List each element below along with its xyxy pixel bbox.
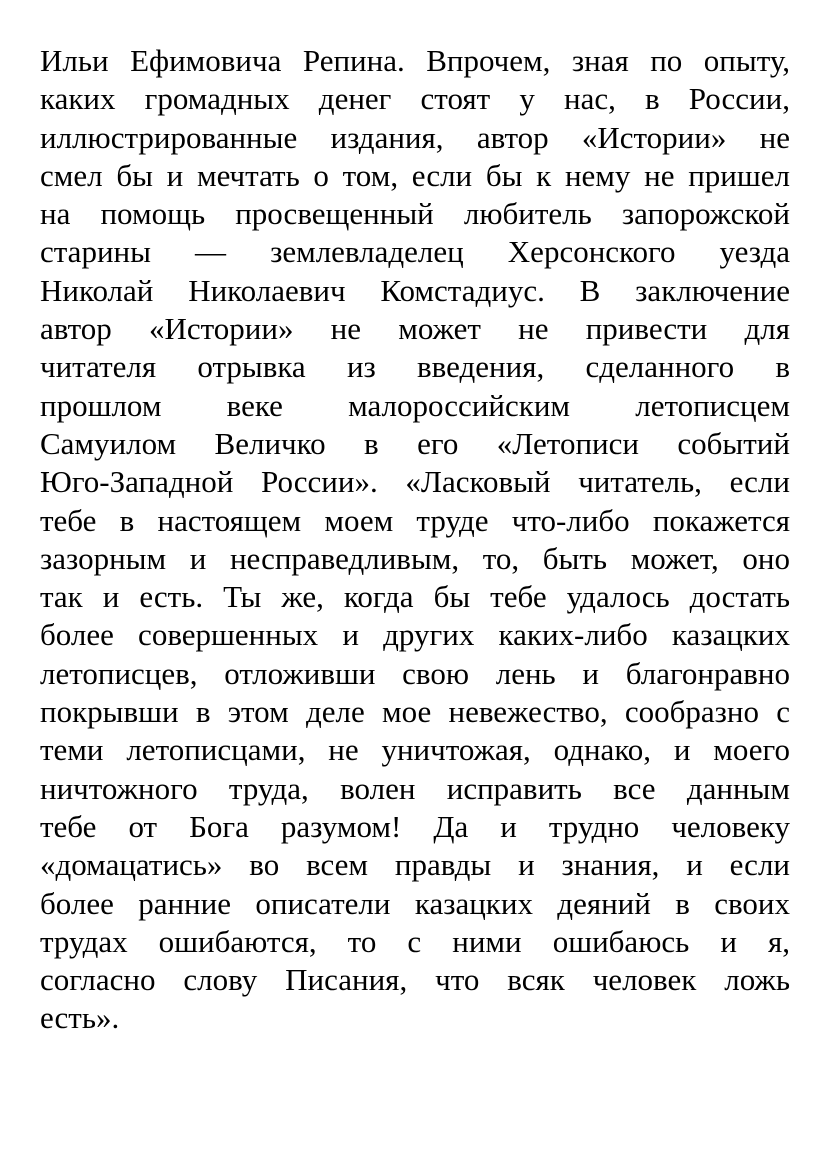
body-paragraph [40,42,790,1038]
text-line: ничтожного труда, волен исправить все данным [40,770,790,806]
text-line: старины — землевладелец Херсонского уезда [40,234,790,270]
text-line: тебе от Бога разумом! Да и трудно человеку [40,808,790,844]
text-line: смел бы и мечтать о том, если бы к нему не пришел [40,157,790,193]
text-line-last: есть». [40,1000,120,1036]
text-line: трудах ошибаются, то с ними ошибаюсь и я, [40,923,790,959]
text-line: читателя отрывка из введения, сделанного в [40,349,790,385]
text-line: покрывши в этом деле мое невежество, сообразно с [40,694,790,730]
text-line: так и есть. Ты же, когда бы тебе удалось достать [40,579,790,615]
text-line: прошлом веке малороссийским летописцем [40,387,790,423]
text-line: зазорным и несправедливым, то, быть может, оно [40,540,790,576]
text-line: Юго-Западной России». «Ласковый читатель, если [40,464,790,500]
document-page [40,42,790,1038]
text-line: Самуилом Величко в его «Летописи событий [40,425,790,461]
text-line: теми летописцами, не уничтожая, однако, и моего [40,732,790,768]
text-line: автор «Истории» не может не привести для [40,311,790,347]
text-line: летописцев, отложивши свою лень и благонравно [40,655,790,691]
text-line: каких громадных денег стоят у нас, в России, [40,81,790,117]
text-line: Николай Николаевич Комстадиус. В заключение [40,272,790,308]
text-line: «домацатись» во всем правды и знания, и если [40,847,790,883]
text-line: Ильи Ефимовича Репина. Впрочем, зная по опыту, [40,43,790,78]
text-line: на помощь просвещенный любитель запорожской [40,196,790,232]
text-line: более ранние описатели казацких деяний в своих [40,885,790,921]
text-line: иллюстрированные издания, автор «Истории» не [40,119,790,155]
text-line: более совершенных и других каких-либо казацких [40,617,790,653]
text-line: согласно слову Писания, что всяк человек ложь [40,962,790,998]
text-line: тебе в настоящем моем труде что-либо покажется [40,502,790,538]
